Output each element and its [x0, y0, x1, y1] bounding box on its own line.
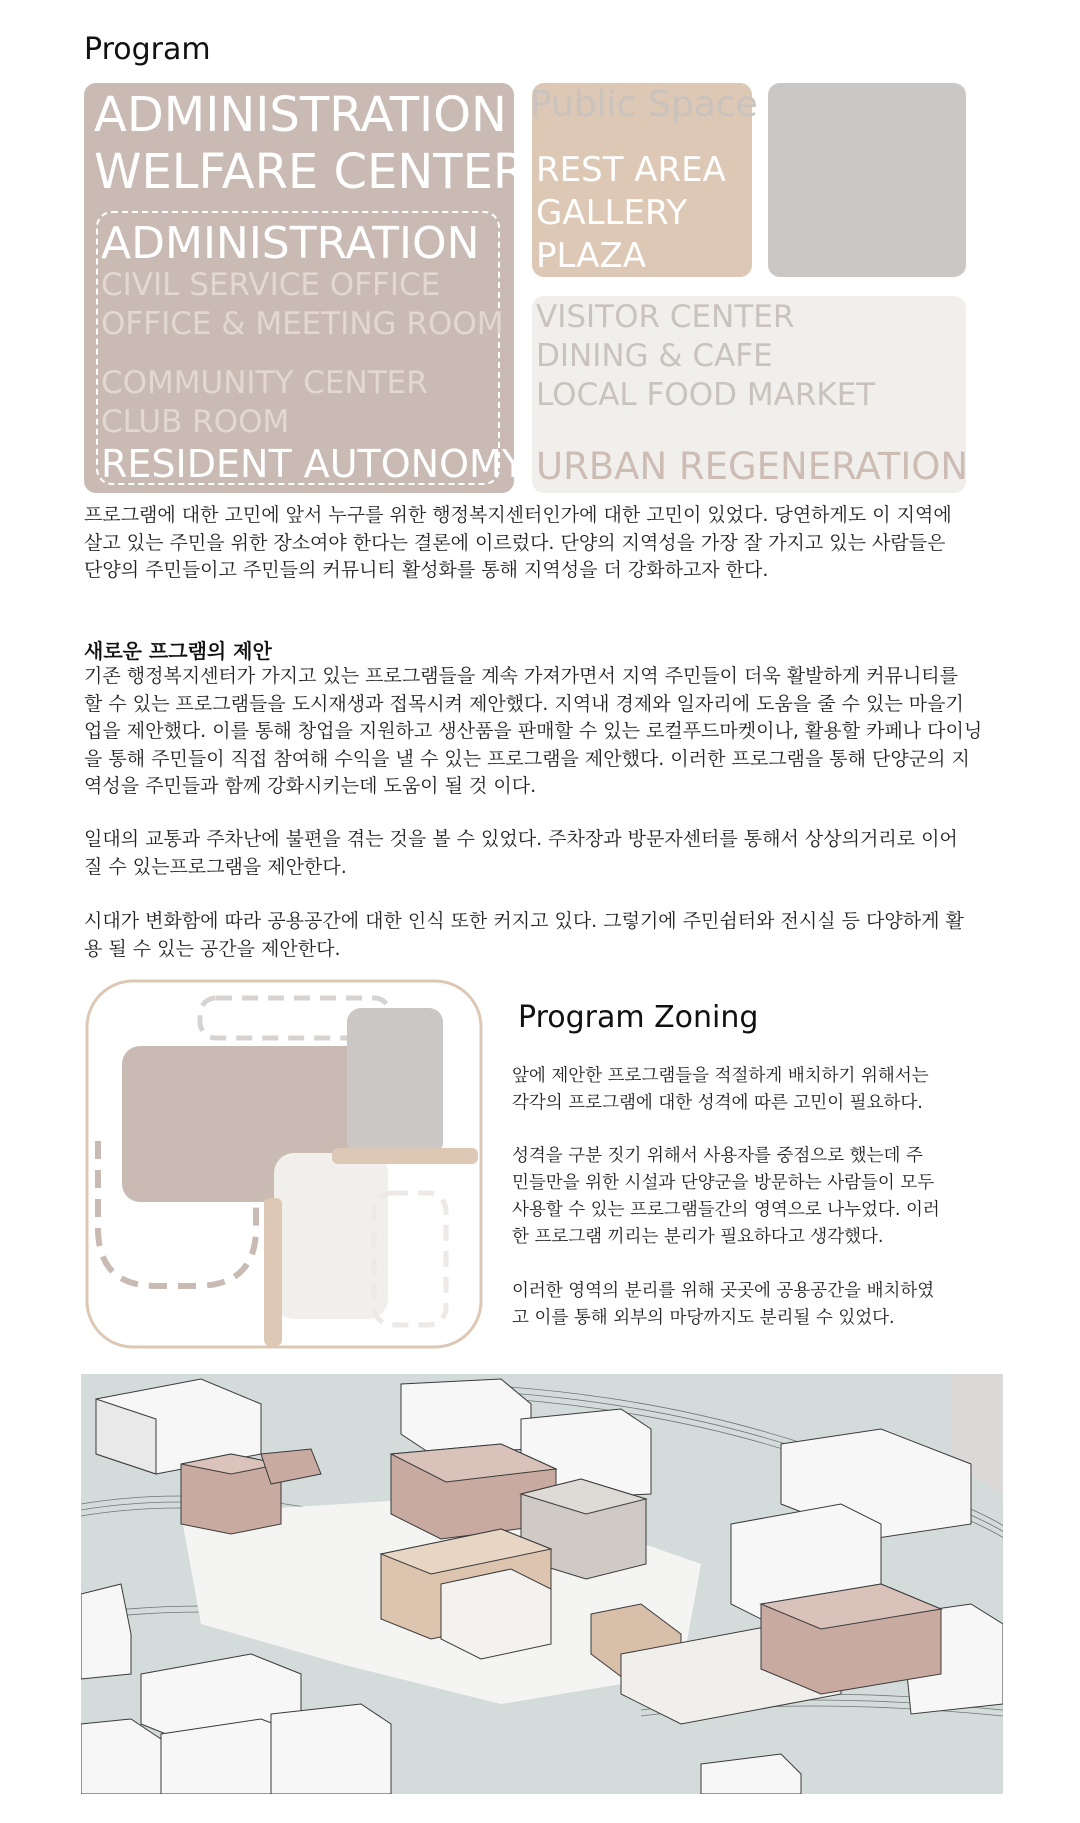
- admin-sub-heading: ADMINISTRATION: [101, 218, 480, 269]
- grey-zone-block: [347, 1008, 443, 1156]
- public-space-band-horizontal: [332, 1148, 478, 1164]
- zoning-title: Program Zoning: [518, 1000, 759, 1035]
- proposal-paragraph-1: 기존 행정복지센터가 가지고 있는 프로그램들을 계속 가져가면서 지역 주민들이 더욱 활발하게 커뮤니티를 할 수 있는 프로그램들을 도시재생과 접목시켜 제안했다. 지역내 경제와 일자리에 도움을 줄 수 있는 마을기 업을 제안했다. 이를 통해 창업을 지원하고 생산품을 판매할 수 있는 로컬푸드마켓이나, 활용할 카페나 다이닝 을 통해 주민들이 직접 참여해 수익을 낼 수 있는 프로그램을 제안했다. 이러한 프로그램을 통해 단양군의 지 역성을 주민들과 함께 강화시키는데 도움이 될 것 이다.: [84, 665, 983, 797]
- admin-item: CLUB ROOM: [101, 404, 290, 440]
- context-building: [401, 1379, 531, 1454]
- admin-item: OFFICE & MEETING ROOM: [101, 306, 504, 342]
- grey-zone-swatch: [768, 83, 966, 277]
- public-item: REST AREA: [536, 150, 726, 190]
- program-title: Program: [84, 32, 211, 67]
- administration-welfare-box: [84, 83, 527, 493]
- zoning-paragraph-2: 성격을 구분 짓기 위해서 사용자를 중점으로 했는데 주 민들만을 위한 시설과 단양군을 방문하는 사람들이 모두 사용할 수 있는 프로그램들간의 영역으로 나누었다. 이러 한 프로그램 끼리는 분리가 필요하다고 생각했다.: [512, 1146, 940, 1247]
- urban-zone-block: [274, 1153, 388, 1319]
- public-item: GALLERY: [536, 193, 688, 233]
- context-building: [271, 1704, 391, 1794]
- program-description: 프로그램에 대한 고민에 앞서 누구를 위한 행정복지센터인가에 대한 고민이 있었다. 당연하게도 이 지역에 살고 있는 주민을 위한 장소여야 한다는 결론에 이르렀다. 단양의 지역성을 가장 잘 가지고 있는 사람들은 단양의 주민들이고 주민들의 커뮤니티 활성화를 통해 지역성을 더 강화하고자 한다.: [84, 504, 952, 581]
- urban-footer: URBAN REGENERATION: [536, 445, 969, 488]
- proposal-heading: 새로운 프그램의 제안: [84, 639, 272, 663]
- urban-item: LOCAL FOOD MARKET: [536, 377, 876, 413]
- admin-item: CIVIL SERVICE OFFICE: [101, 267, 441, 303]
- public-space-band-vertical: [264, 1198, 282, 1346]
- urban-item: VISITOR CENTER: [536, 299, 795, 335]
- axonometric-site-model: [81, 1374, 1003, 1794]
- admin-footer: RESIDENT AUTONOMY: [101, 442, 525, 486]
- zoning-paragraph-1: 앞에 제안한 프로그램들을 적절하게 배치하기 위해서는 각각의 프로그램에 대한 성격에 따른 고민이 필요하다.: [512, 1066, 929, 1113]
- zoning-paragraph-3: 이러한 영역의 분리를 위해 곳곳에 공용공간을 배치하였 고 이를 통해 외부의 마당까지도 분리될 수 있었다.: [512, 1281, 935, 1328]
- proposal-paragraph-2: 일대의 교통과 주차난에 불편을 겪는 것을 볼 수 있었다. 주차장과 방문자센터를 통해서 상상의거리로 이어 질 수 있는프로그램을 제안한다.: [84, 828, 958, 878]
- public-space-heading: Public Space: [530, 84, 758, 125]
- admin-heading-1: ADMINISTRATION: [94, 87, 507, 143]
- context-building: [81, 1584, 131, 1679]
- public-space-box: [530, 83, 758, 277]
- zoning-diagram: [84, 978, 484, 1350]
- admin-item: COMMUNITY CENTER: [101, 365, 428, 401]
- proposal-paragraph-3: 시대가 변화함에 따라 공용공간에 대한 인식 또한 커지고 있다. 그렇기에 주민쉼터와 전시실 등 다양하게 활 용 될 수 있는 공간을 제안한다.: [84, 910, 964, 960]
- admin-heading-2: WELFARE CENTER: [94, 144, 527, 200]
- urban-regeneration-box: [532, 296, 969, 493]
- public-item: PLAZA: [536, 236, 647, 276]
- urban-building: [441, 1569, 551, 1659]
- urban-item: DINING & CAFE: [536, 338, 773, 374]
